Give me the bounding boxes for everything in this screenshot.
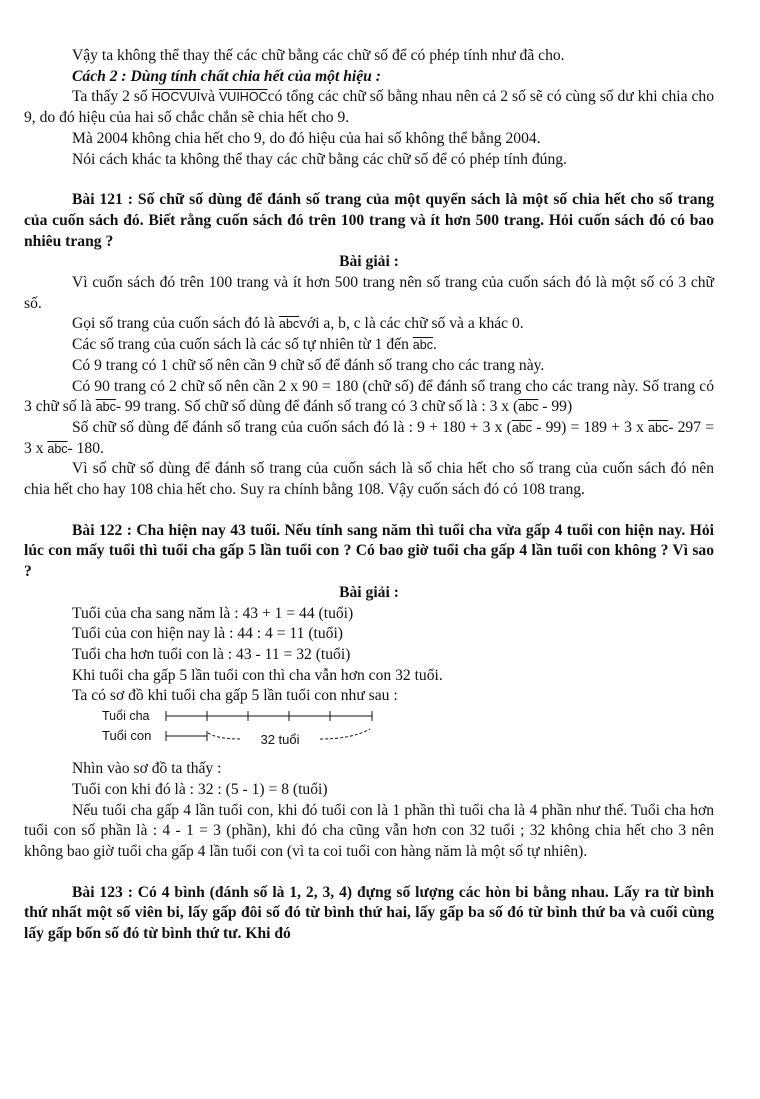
overline-abc: $\overline{abc}$ [511,420,532,435]
problem-121-p1: Vì cuốn sách đó trên 100 trang và ít hơn 500 trang nên số trang của cuốn sách đó là một số có 3 chữ số. [24,274,714,312]
overline-abc: $\overline{abc}$ [412,338,433,353]
problem-122-solution-heading: Bài giải : [339,583,399,601]
difference-label: 32 tuổi [260,732,300,748]
problem-122-line-2: Tuổi của con hiện nay là : 44 : 4 = 11 (tuổi) [72,625,343,643]
intro-line-1: Vậy ta không thể thay thế các chữ bằng các chữ số để có phép tính như đã cho. [72,47,565,64]
overline-hocvui: HOCVUI [151,90,201,105]
problem-123-title: Bài 123 : Có 4 bình (đánh số là 1, 2, 3, 4) đựng số lượng các hòn bi bằng nhau. Lấy ra từ bình thứ nhất một số viên bi, lấy gấp đôi số đó từ bình thứ hai, lấy gấp ba số đó từ bình thứ ba và cuối cùng lấy gấp bốn số đó từ bình thứ tư. Khi đó [24,883,714,943]
problem-121-title: Bài 121 : Số chữ số dùng để đánh số trang của một quyển sách là một số chia hết cho số trang của cuốn sách đó. Biết rằng cuốn sách đó trên 100 trang và ít hơn 500 trang. Hỏi cuốn sách đó có bao nhiêu trang ? [24,191,714,250]
problem-121-p6: Số chữ số dùng để đánh số trang của cuốn sách đó là : 9 + 180 + 3 x $(\overline{abc} - 99) = 189 + 3$ x $\overline{abc}-$ 297 = 3 x $\overline{abc}-$ 180. [24,418,714,457]
problem-122-line-3: Tuổi cha hơn tuổi con là : 43 - 11 = 32 (tuổi) [72,645,351,663]
problem-121-solution-heading: Bài giải : [339,253,399,271]
segment-diagram-svg [102,707,402,747]
intro-line-4: Mà 2004 không chia hết cho 9, do đó hiệu của hai số không thể bằng 2004. [72,129,541,147]
problem-122-line-1: Tuổi của cha sang năm là : 43 + 1 = 44 (tuổi) [72,604,354,622]
problem-121-p2: Gọi số trang của cuốn sách đó là $\overline{abc}với$ a, b, c là các chữ số và a khác 0. [72,315,524,333]
overline-abc: $\overline{abc}$ [648,420,669,435]
label-son: Tuổi con [102,728,152,744]
problem-121-p4: Có 9 trang có 1 chữ số nên cần 9 chữ số để đánh số trang cho các trang này. [72,356,545,374]
method-2-heading: Cách 2 : Dùng tính chất chia hết của một hiệu : [72,67,381,85]
label-father: Tuổi cha [102,709,150,724]
problem-121-p5: Có 90 trang có 2 chữ số nên cần 2 x 90 = 180 (chữ số) để đánh số trang cho các trang này. Số trang có 3 chữ số là $\overline{abc}-$ 99 trang. Số chữ số dùng để đánh số trang có 3 chữ số là : 3 x $(\overline{abc} - 99)$ [24,377,714,416]
overline-abc: $\overline{abc}$ [47,441,68,456]
problem-121-p7: Vì số chữ số dùng để đánh số trang của cuốn sách là số chia hết cho số trang của cuốn sách đó nên chia hết cho hay 108 chia hết cho. Suy ra chính bằng 108. Vậy cuốn sách đó có 108 trang. [24,460,714,499]
overline-abc: $\overline{abc}$ [95,400,116,415]
problem-121-p3: Các số trang của cuốn sách là các số tự nhiên từ 1 đến $\overline{abc}$. [72,336,437,354]
problem-122-line-6: Nhìn vào sơ đồ ta thấy : [72,760,222,778]
age-segment-diagram [102,707,714,747]
difference-brace-left [208,733,242,739]
document-page [24,46,714,945]
method-2-paragraph: Ta thấy 2 số HOCVUIvà VUIHOCcó tổng các chữ số bằng nhau nên cả 2 số sẽ có cùng số dư khi chia cho 9, do đó hiệu của hai số chắc chắn sẽ chia hết cho 9. [24,88,714,127]
overline-abc: $\overline{abc}$ [279,317,300,332]
overline-abc: $\overline{abc}$ [518,400,539,415]
problem-122-title: Bài 122 : Cha hiện nay 43 tuổi. Nếu tính sang năm thì tuổi cha vừa gấp 4 tuổi con hiện nay. Hỏi lúc con mấy tuổi thì tuổi cha gấp 5 lần tuổi con ? Có bao giờ tuổi cha gấp 4 lần tuổi con không ? Vì sao ? [24,521,714,581]
problem-122-line-5: Ta có sơ đồ khi tuổi cha gấp 5 lần tuổi con như sau : [72,687,398,705]
difference-brace-right [320,729,370,739]
intro-line-5: Nói cách khác ta không thể thay các chữ bằng các chữ số để có phép tính đúng. [72,150,567,168]
problem-122-line-8: Nếu tuổi cha gấp 4 lần tuổi con, khi đó tuổi con là 1 phần thì tuổi cha là 4 phần như thế. Tuổi cha hơn tuổi con số phần là : 4 - 1 = 3 (phần), khi đó cha cũng vẫn hơn con 32 tuổi ; 32 không chia hết cho 3 nên không bao giờ tuổi cha gấp 4 lần tuổi con (vì ta coi tuổi con hàng năm là một số tự nhiên). [24,801,714,860]
problem-122-line-4: Khi tuổi cha gấp 5 lần tuổi con thì cha vẫn hơn con 32 tuổi. [72,666,443,684]
problem-122-line-7: Tuổi con khi đó là : 32 : (5 - 1) = 8 (tuổi) [72,780,328,798]
overline-vuihoc: VUIHOC [218,90,268,105]
